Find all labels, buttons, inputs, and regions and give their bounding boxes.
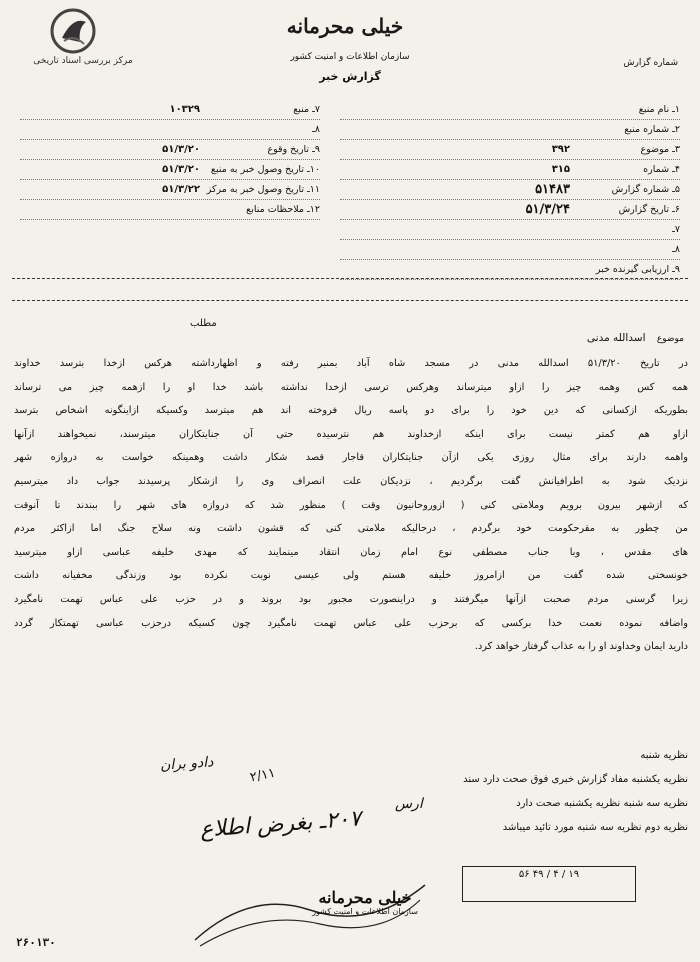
signature: ۲/۱۱ — [248, 765, 277, 786]
handwritten-note: ۲۰۷ـ بغرض اطلاع — [199, 806, 362, 843]
field-row: ۷ـ منبع ۱۰۳۲۹ — [20, 100, 320, 120]
document-code: ۲۶۰۱۳۰ — [16, 936, 56, 949]
body-line: واهمه دارند برای مثال روزی یکی ازآن جنایتکاران قاجار قصد شکار داشت وهمینکه خواست به دروازه شهر — [14, 452, 688, 464]
footer-classification-stamp — [290, 888, 440, 916]
body-line: نزدیک شود به اطرافیانش گفت برگردیم ، نزدیکان علت انصراف وی را ازشکار پرسیدند جواب داد میترسیم — [14, 475, 688, 487]
report-subject — [587, 332, 684, 344]
archive-logo — [8, 8, 158, 70]
organization-subtitle: سازمان اطلاعات و امنیت کشور — [290, 52, 410, 62]
report-body — [14, 352, 688, 659]
review-note: نظریه دوم نظریه سه شنبه مورد تائید میباشد — [502, 822, 688, 833]
footer-stamp-title: خیلی محرمانه — [318, 888, 412, 907]
footer-stamp-subtitle: سازمان اطلاعات و امنیت کشور — [312, 907, 418, 916]
body-line: همه کس وهمه چیز را ازاو میترساند وهرکس ترسی ازخدا نداشته باشد خدا او را ازهمه چیز می ترساند — [14, 381, 688, 393]
section-label: مطلب — [190, 318, 217, 329]
field-row: ۸ـ — [340, 240, 680, 260]
field-row: ۱۱ـ تاریخ وصول خبر به مرکز ۵۱/۳/۲۲ — [20, 180, 320, 200]
field-row: ۳ـ موضوع ۳۹۲ — [340, 140, 680, 160]
field-row: ۴ـ شماره ۳۱۵ — [340, 160, 680, 180]
field-row: ۱۰ـ تاریخ وصول خبر به منبع ۵۱/۳/۲۰ — [20, 160, 320, 180]
review-note: نظریه شنبه — [640, 750, 688, 761]
body-line: دارید ایمان وخداوند او را به عذاب گرفتار خواهد کرد. — [474, 641, 688, 653]
body-line: های مقدس ، وبا جناب مصطفی نوع امام زمان انتقاد مینمایند که مهدی خلیفه عباسی ازاو میترسید — [14, 546, 688, 558]
report-type-title: گزارش خبر — [319, 70, 381, 83]
body-line: خونسختی شده گفت من ازامروز خلیفه هستم ولی عیسی نوبت نکرده بود وزندگی مخفیانه داشت — [14, 570, 688, 582]
divider — [12, 300, 688, 301]
report-fields-right — [340, 100, 680, 280]
field-row: ۹ـ ارزیابی گیرنده خبر — [340, 260, 680, 280]
logo-caption: مرکز بررسی اسناد تاریخی — [33, 56, 133, 66]
body-line: زیرا گرسنی مردم صحبت ازآنها میگرفتند و دراینصورت مجبور بود بروند و در حزب علی عباس تهمت نامگیرد — [14, 593, 688, 605]
report-number-label: شماره گزارش — [623, 58, 678, 68]
review-note: نظریه سه شنبه نظریه یکشنبه صحت دارد — [516, 798, 688, 809]
field-row: ۱ـ نام منبع — [340, 100, 680, 120]
subject-label: موضوع — [656, 334, 684, 344]
review-note: نظریه یکشنبه مفاد گزارش خبری فوق صحت دارد سند — [463, 774, 688, 785]
body-line: بطوریکه ازکسانی که دین خود را برای دو پاسه ریال فروخته اند هم میترسد وکسیکه ازاینگونه اشخاص بترسد — [14, 405, 688, 417]
classification-stamp: خیلی محرمانه — [286, 14, 404, 38]
body-line: ازاو هم کمتر نیست برای اینکه ازخداوند هم نترسیده حتی آن جنایتکاران میترسند، نمیخواهند ازآنها — [14, 428, 688, 440]
subject-value: اسدالله مدنی — [586, 332, 646, 344]
field-row: ۱۲ـ ملاحظات منابع — [20, 200, 320, 220]
body-line: من چطور به مقرحکومت خود برگردم ، درحالیکه ملامتی کنی که قشون داشت ونه سلاح جنگ اما ازاکثر مردم — [14, 523, 688, 535]
signature: ارس — [395, 796, 423, 812]
field-row: ۷ـ — [340, 220, 680, 240]
archive-logo-icon — [48, 8, 98, 54]
divider — [12, 278, 688, 279]
field-row: ۵ـ شماره گزارش ۵۱۴۸۳ — [340, 180, 680, 200]
field-row: ۶ـ تاریخ گزارش ۵۱/۳/۲۴ — [340, 200, 680, 220]
body-line: که ازشهر بیرون برویم وملامتی کنی ( ازوروحانیون وقت ) منظور شد که دروازه های شهر را ببندند تا آنوقت — [14, 499, 688, 511]
report-fields-left — [20, 100, 320, 220]
field-row: ۸ـ — [20, 120, 320, 140]
signature: دادو بران — [159, 754, 214, 774]
body-line: در تاریخ ۵۱/۳/۲۰ اسدالله مدنی در مسجد شاه آباد بمنبر رفته و اظهارداشته هرکس ازخدا بترسد خداوند — [14, 358, 688, 369]
field-row: ۹ـ تاریخ وقوع ۵۱/۳/۲۰ — [20, 140, 320, 160]
received-stamp: ۱۹ / ۴ / ۴۹ ۵۶ — [462, 866, 636, 902]
field-row: ۲ـ شماره منبع — [340, 120, 680, 140]
body-line: واضافه نموده نعمت خدا برکسی که برحزب علی عباس تهمت نامگیرد چون کسیکه درحزب عباسی تهمتکار گردد — [14, 617, 688, 629]
